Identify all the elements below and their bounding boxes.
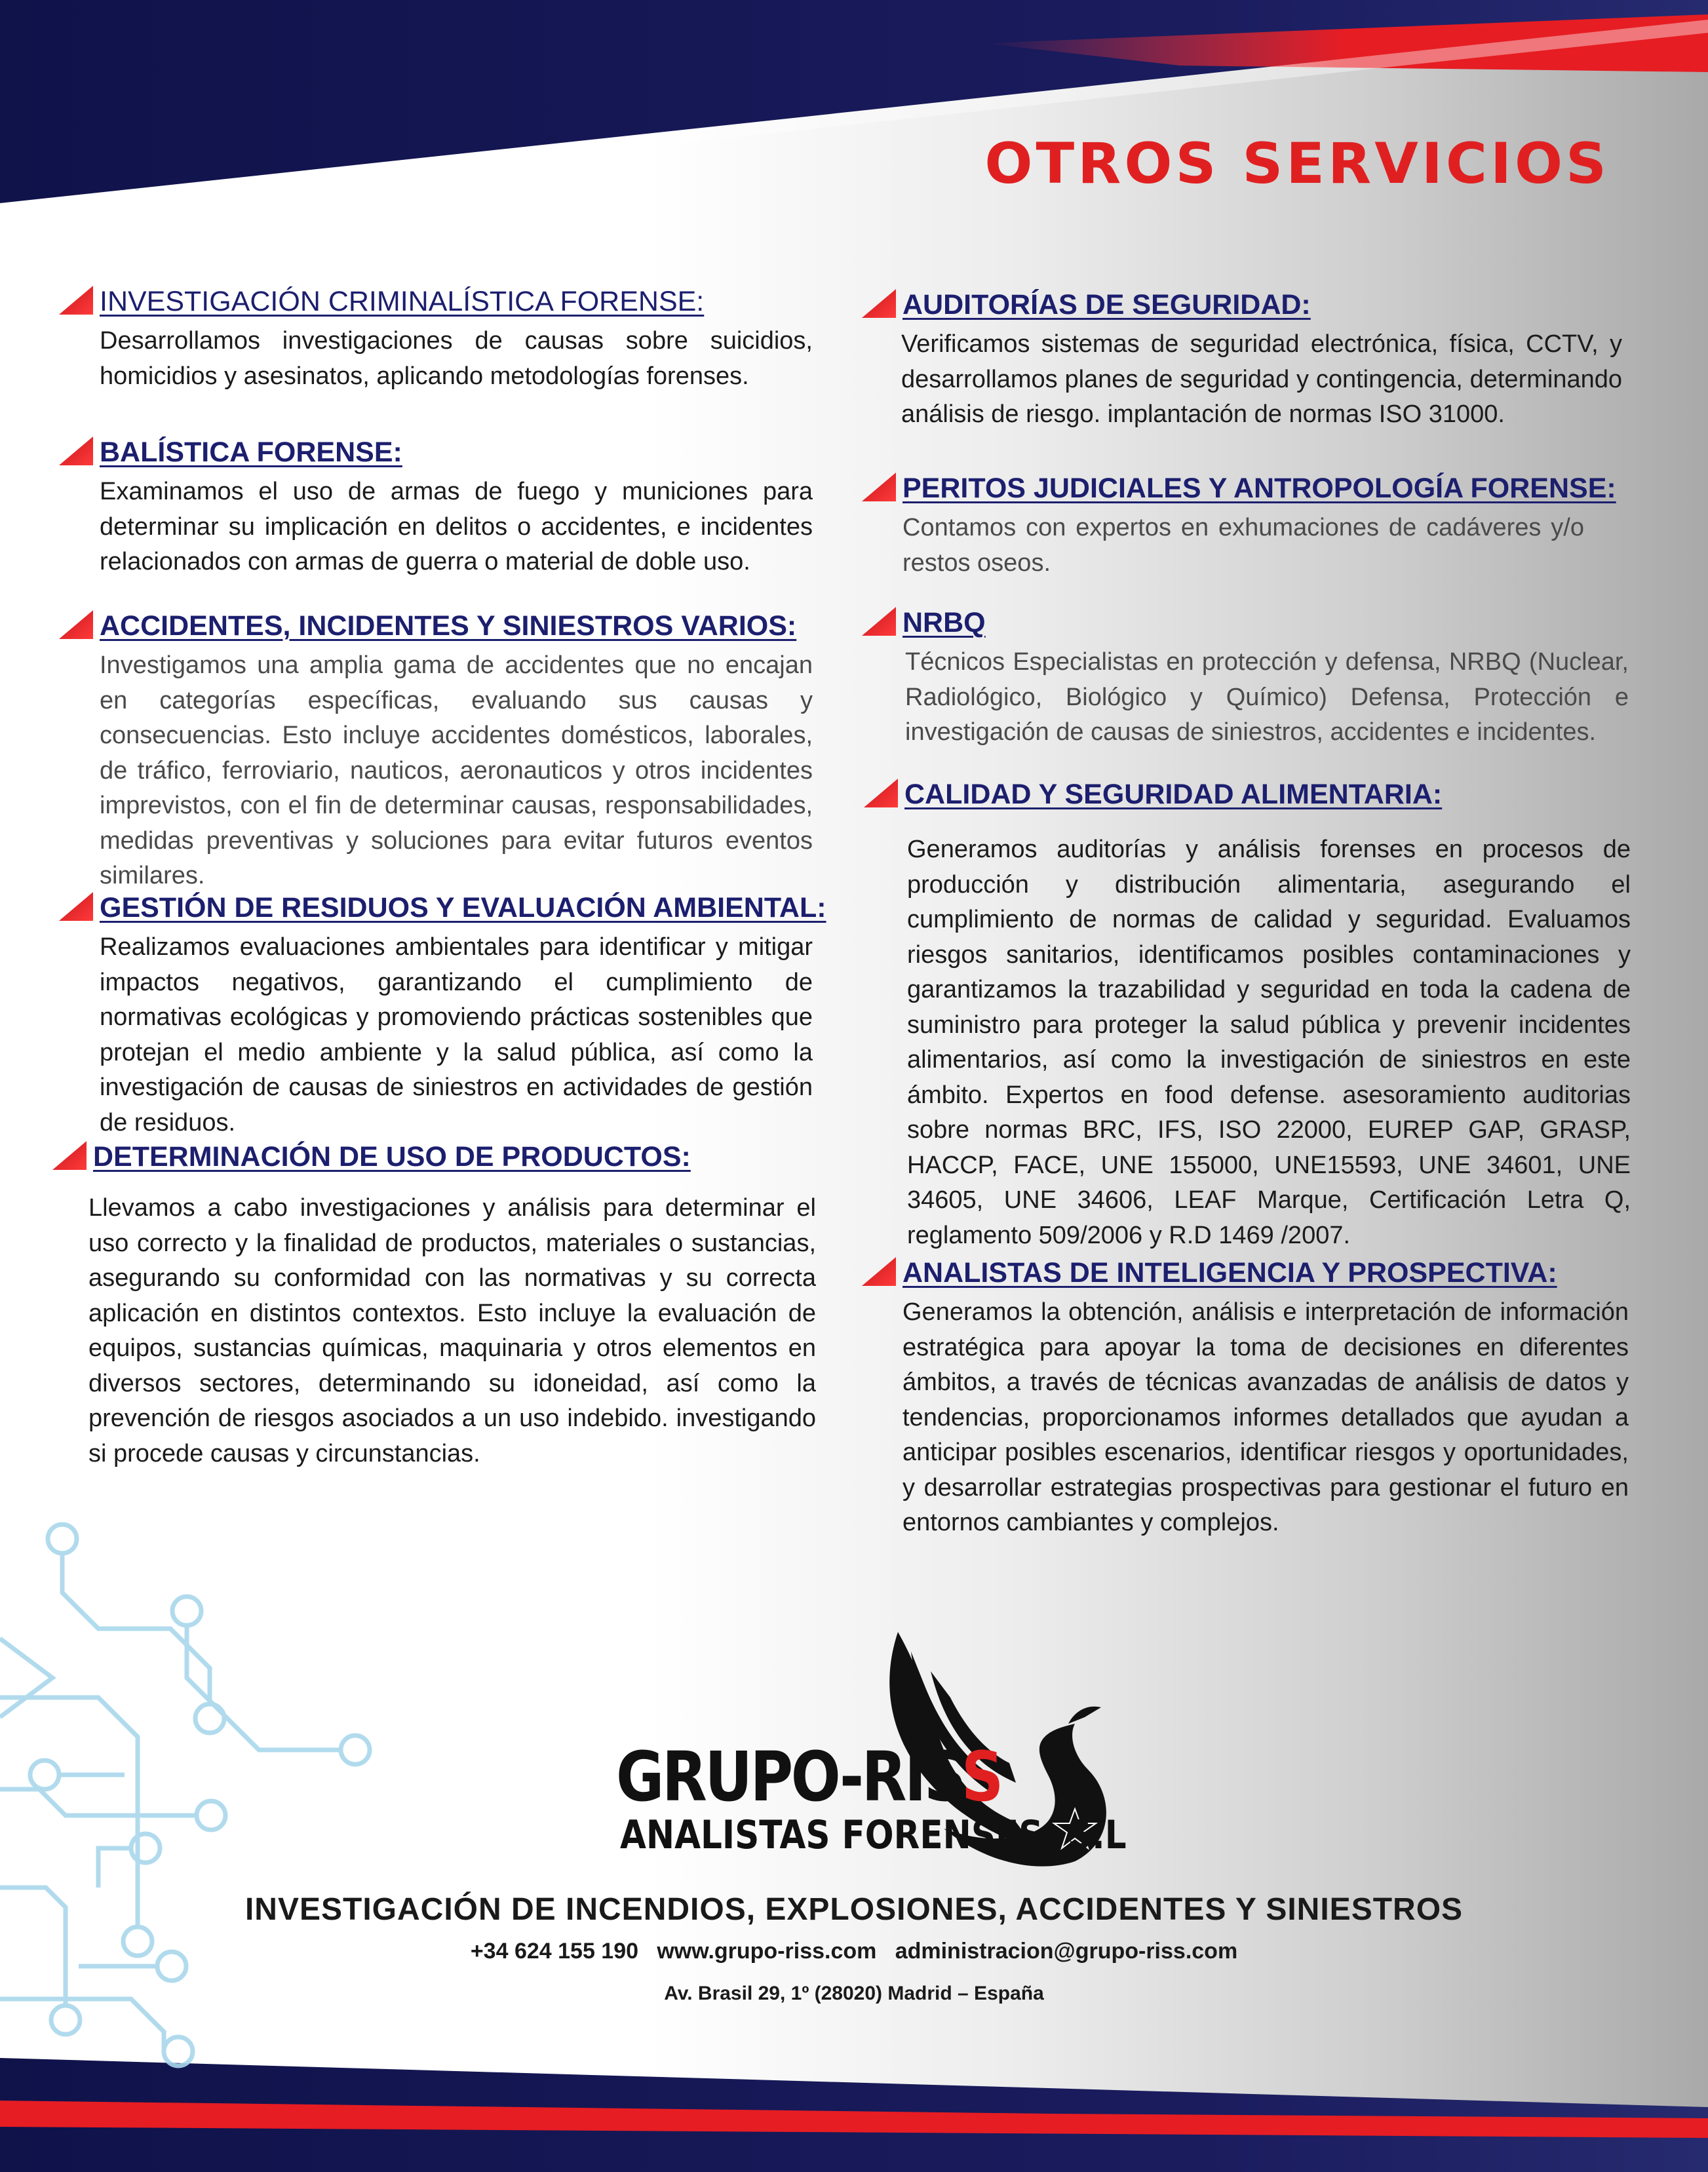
red-triangle-icon (52, 1141, 87, 1170)
section-body: Contamos con expertos en exhumaciones de cadáveres y/o restos oseos. (903, 514, 1584, 577)
red-triangle-icon (59, 610, 93, 639)
section-determinacion-uso-productos (52, 1137, 816, 1471)
red-triangle-icon (864, 779, 898, 807)
section-investigacion-criminalistica (59, 282, 813, 394)
section-body: Llevamos a cabo investigaciones y análisis para determinar el uso correcto y la finalidad de productos, materiales o sustancias, asegurando su conformidad con las normativas y su correcta aplicación en distintos contextos. Esto incluye la evaluación de equipos, sustancias químicas, maquinaria y otros elementos en diversos sectores, determinando su idoneidad, así como la prevención de riesgos asociados a un uso indebido. investigando si procede causas y circunstancias. (88, 1194, 816, 1467)
section-body: Verificamos sistemas de seguridad electrónica, física, CCTV, y desarrollamos planes de seguridad y contingencia, determinando análisis de riesgo. implantación de normas ISO 31000. (901, 330, 1622, 428)
section-body: Generamos la obtención, análisis e interpretación de información estratégica para apoyar la toma de decisiones en diferentes ámbitos, a través de técnicas avanzadas de análisis de datos y tendencias, proporcionamos informes detallados que ayudan a anticipar posibles escenarios, identificar riesgos y oportunidades, y desarrollar estrategias prospectivas para gestionar el futuro en entornos cambiantes y complejos. (903, 1298, 1629, 1536)
red-triangle-icon (862, 289, 896, 318)
section-gestion-residuos (59, 888, 826, 1140)
section-title: BALÍSTICA FORENSE: (100, 436, 402, 468)
section-body: Generamos auditorías y análisis forenses en procesos de producción y distribución alimentaria, asegurando el cumplimiento de normas de calidad y seguridad. Evaluamos riesgos sanitarios, identificamos posibles contaminaciones y garantizamos la trazabilidad y seguridad en toda la cadena de suministro para proteger la salud pública y prevenir incidentes alimentarios, así como la investigación de siniestros en este ámbito. Expertos en food defense. asesoramiento auditorias sobre normas BRC, IFS, ISO 22000, EUREP GAP, GRASP, HACCP, FACE, UNE 155000, UNE15593, UNE 34601, UNE 34605, UNE 34606, LEAF Marque, Certificación Letra Q, reglamento 509/2006 y R.D 1469 /2007. (907, 836, 1631, 1249)
section-calidad-alimentaria (864, 775, 1631, 1253)
red-triangle-icon (59, 892, 93, 921)
footer-address: Av. Brasil 29, 1º (28020) Madrid – España (664, 1983, 1044, 2004)
section-title: DETERMINACIÓN DE USO DE PRODUCTOS: (93, 1141, 691, 1173)
section-balistica-forense (59, 433, 813, 580)
footer-contact: +34 624 155 190 www.grupo-riss.com administracion@grupo-riss.com (470, 1939, 1238, 1964)
section-accidentes-incidentes (59, 606, 813, 894)
section-title: PERITOS JUDICIALES Y ANTROPOLOGÍA FORENSE: (903, 473, 1616, 504)
section-nrbq (862, 603, 1629, 750)
red-triangle-icon (862, 1257, 896, 1286)
section-title: NRBQ (903, 607, 986, 638)
logo-name: GRUPO-RISS (616, 1737, 1001, 1817)
section-body: Investigamos una amplia gama de accidentes que no encajan en categorías específicas, evaluando sus causas y consecuencias. Esto incluye accidentes domésticos, laborales, de tráfico, ferroviario, nauticos, aeronauticos y otros incidentes imprevistos, con el fin de determinar causas, responsabilidades, medidas preventivas y soluciones para evitar futuros eventos similares. (100, 651, 813, 889)
red-triangle-icon (59, 436, 93, 465)
red-triangle-icon (862, 607, 896, 636)
section-title: ACCIDENTES, INCIDENTES Y SINIESTROS VARIOS: (100, 610, 797, 642)
page-title: OTROS SERVICIOS (984, 131, 1610, 197)
logo-subtitle: ANALISTAS FORENSES, S.L (620, 1812, 1127, 1858)
section-analistas-inteligencia (862, 1253, 1629, 1541)
section-title: GESTIÓN DE RESIDUOS Y EVALUACIÓN AMBIENTAL: (100, 892, 826, 923)
red-triangle-icon (862, 473, 896, 501)
section-body: Realizamos evaluaciones ambientales para identificar y mitigar impactos negativos, garantizando el cumplimiento de normativas ecológicas y promoviendo prácticas sostenibles que protejan el medio ambiente y la salud pública, así como la investigación de causas de siniestros en actividades de gestión de residuos. (100, 933, 813, 1136)
section-body: Desarrollamos investigaciones de causas sobre suicidios, homicidios y asesinatos, aplicando metodologías forenses. (100, 327, 813, 390)
footer-tagline: INVESTIGACIÓN DE INCENDIOS, EXPLOSIONES, ACCIDENTES Y SINIESTROS (244, 1892, 1464, 1927)
section-title: AUDITORÍAS DE SEGURIDAD: (903, 289, 1311, 320)
section-body: Técnicos Especialistas en protección y defensa, NRBQ (Nuclear, Radiológico, Biológico y Químico) Defensa, Protección e investigación de causas de siniestros, accidentes e incidentes. (905, 648, 1629, 746)
section-title: ANALISTAS DE INTELIGENCIA Y PROSPECTIVA: (903, 1257, 1557, 1289)
section-peritos-judiciales (862, 469, 1622, 581)
section-body: Examinamos el uso de armas de fuego y municiones para determinar su implicación en delitos o accidentes, e incidentes relacionados con armas de guerra o material de doble uso. (100, 478, 813, 575)
red-triangle-icon (59, 286, 93, 315)
section-title: INVESTIGACIÓN CRIMINALÍSTICA FORENSE: (100, 286, 705, 317)
section-title: CALIDAD Y SEGURIDAD ALIMENTARIA: (904, 779, 1443, 810)
section-auditorias-seguridad (862, 285, 1622, 433)
company-logo (616, 1612, 1127, 1888)
